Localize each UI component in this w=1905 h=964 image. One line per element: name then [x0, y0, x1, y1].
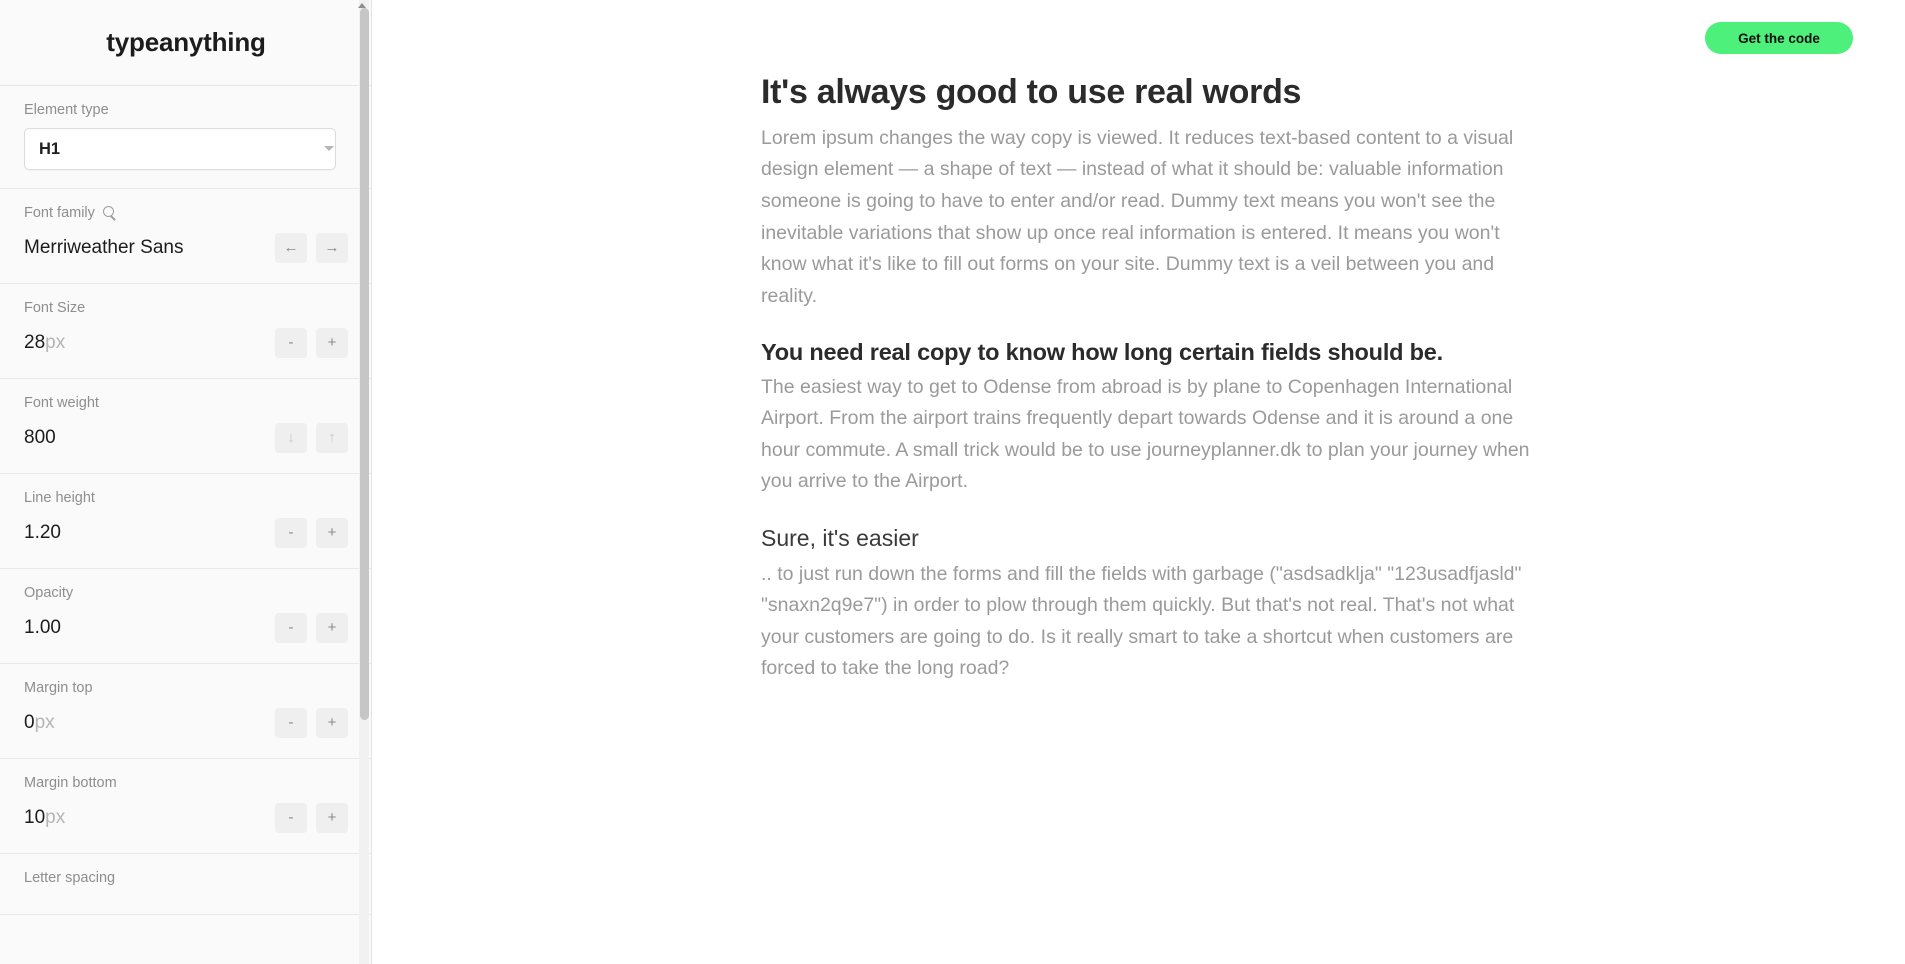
search-icon[interactable]	[103, 206, 118, 221]
preview-pane	[372, 0, 1905, 964]
margin-top-buttons	[275, 708, 348, 738]
line-height-label: Line height	[24, 490, 95, 506]
margin-bottom-increment-button[interactable]: +	[316, 803, 348, 833]
font-family-label	[24, 205, 348, 221]
font-size-increment-button[interactable]: +	[316, 328, 348, 358]
margin-bottom-unit: px	[45, 807, 66, 828]
font-weight-buttons	[275, 423, 348, 453]
font-family-label-text: Font family	[24, 205, 95, 221]
margin-bottom-value-wrap[interactable]	[24, 807, 65, 829]
opacity-value[interactable]: 1.00	[24, 617, 61, 638]
margin-bottom-row	[24, 801, 348, 835]
sidebar-scrollbar-thumb[interactable]	[360, 8, 369, 720]
field-font-size	[0, 284, 372, 379]
opacity-decrement-button[interactable]: -	[275, 613, 307, 643]
opacity-row	[24, 611, 348, 645]
margin-bottom-buttons	[275, 803, 348, 833]
field-letter-spacing	[0, 854, 372, 915]
font-family-row	[24, 231, 348, 265]
sidebar-content	[0, 0, 372, 955]
margin-bottom-decrement-button[interactable]: -	[275, 803, 307, 833]
letter-spacing-label: Letter spacing	[24, 870, 116, 886]
margin-top-decrement-button[interactable]: -	[275, 708, 307, 738]
font-size-unit: px	[45, 332, 66, 353]
font-size-buttons	[275, 328, 348, 358]
line-height-buttons	[275, 518, 348, 548]
margin-top-value[interactable]: 0	[24, 712, 35, 733]
preview-heading-3: Sure, it's easier	[761, 524, 919, 551]
field-opacity	[0, 569, 372, 664]
margin-top-increment-button[interactable]: +	[316, 708, 348, 738]
font-family-next-button[interactable]: →	[316, 233, 348, 263]
field-font-weight	[0, 379, 372, 474]
field-element-type	[0, 86, 372, 189]
font-size-value-wrap[interactable]	[24, 332, 65, 354]
line-height-decrement-button[interactable]: -	[275, 518, 307, 548]
margin-bottom-value[interactable]: 10	[24, 807, 46, 828]
font-size-label: Font Size	[24, 300, 86, 316]
font-weight-label: Font weight	[24, 395, 99, 411]
opacity-increment-button[interactable]: +	[316, 613, 348, 643]
field-margin-bottom	[0, 759, 372, 854]
font-weight-decrement-button[interactable]: ↓	[275, 423, 307, 453]
font-weight-increment-button[interactable]: ↑	[316, 423, 348, 453]
preview-paragraph-1: Lorem ipsum changes the way copy is viewed. It reduces text-based content to a visual design element — a shape of text — instead of what it should be: valuable information someone is going to have to enter and/or read. Dummy text means you won't see the inevitable variations that show up once real information is entered. It means you won't know what it's like to fill out forms on your site. Dummy text is a veil between you and reality.	[761, 126, 1514, 307]
line-height-increment-button[interactable]: +	[316, 518, 348, 548]
font-weight-row	[24, 421, 348, 455]
element-type-select[interactable]: H1	[24, 128, 336, 170]
page-title: typeanything	[106, 27, 266, 57]
font-family-buttons	[275, 233, 348, 263]
margin-top-unit: px	[34, 712, 55, 733]
margin-top-label: Margin top	[24, 680, 93, 696]
field-line-height	[0, 474, 372, 569]
opacity-buttons	[275, 613, 348, 643]
preview-paragraph-3: .. to just run down the forms and fill the fields with garbage ("asdsadklja" "123usadfjasld" "snaxn2q9e7") in order to plow through them quickly. But that's not real. That's not what your customers are going to do. Is it really smart to take a shortcut when customers are forced to take the long road?	[761, 562, 1522, 680]
margin-top-value-wrap[interactable]	[24, 712, 55, 734]
line-height-value[interactable]: 1.20	[24, 522, 61, 543]
margin-bottom-label: Margin bottom	[24, 775, 117, 791]
font-weight-value[interactable]: 800	[24, 427, 56, 448]
get-the-code-button[interactable]: Get the code	[1705, 22, 1853, 54]
field-font-family	[0, 189, 372, 284]
line-height-row	[24, 516, 348, 550]
settings-sidebar	[0, 0, 372, 964]
opacity-label: Opacity	[24, 585, 74, 601]
element-type-label: Element type	[24, 102, 109, 118]
preview-paragraph-2: The easiest way to get to Odense from abroad is by plane to Copenhagen International Airport. From the airport trains frequently depart towards Odense and it is around a one hour commute. A small trick would be to use journeyplanner.dk to plan your journey when you arrive to the Airport.	[761, 375, 1530, 493]
font-family-prev-button[interactable]: ←	[275, 233, 307, 263]
font-size-row	[24, 326, 348, 360]
margin-top-row	[24, 706, 348, 740]
font-family-value[interactable]: Merriweather Sans	[24, 237, 184, 258]
element-type-select-wrap[interactable]	[24, 128, 348, 170]
font-size-value[interactable]: 28	[24, 332, 46, 353]
preview-heading-2: You need real copy to know how long certain fields should be.	[761, 339, 1444, 366]
field-margin-top	[0, 664, 372, 759]
preview-heading-1: It's always good to use real words	[761, 73, 1302, 111]
brand-header	[0, 0, 372, 86]
preview-content	[761, 72, 1541, 711]
font-size-decrement-button[interactable]: -	[275, 328, 307, 358]
